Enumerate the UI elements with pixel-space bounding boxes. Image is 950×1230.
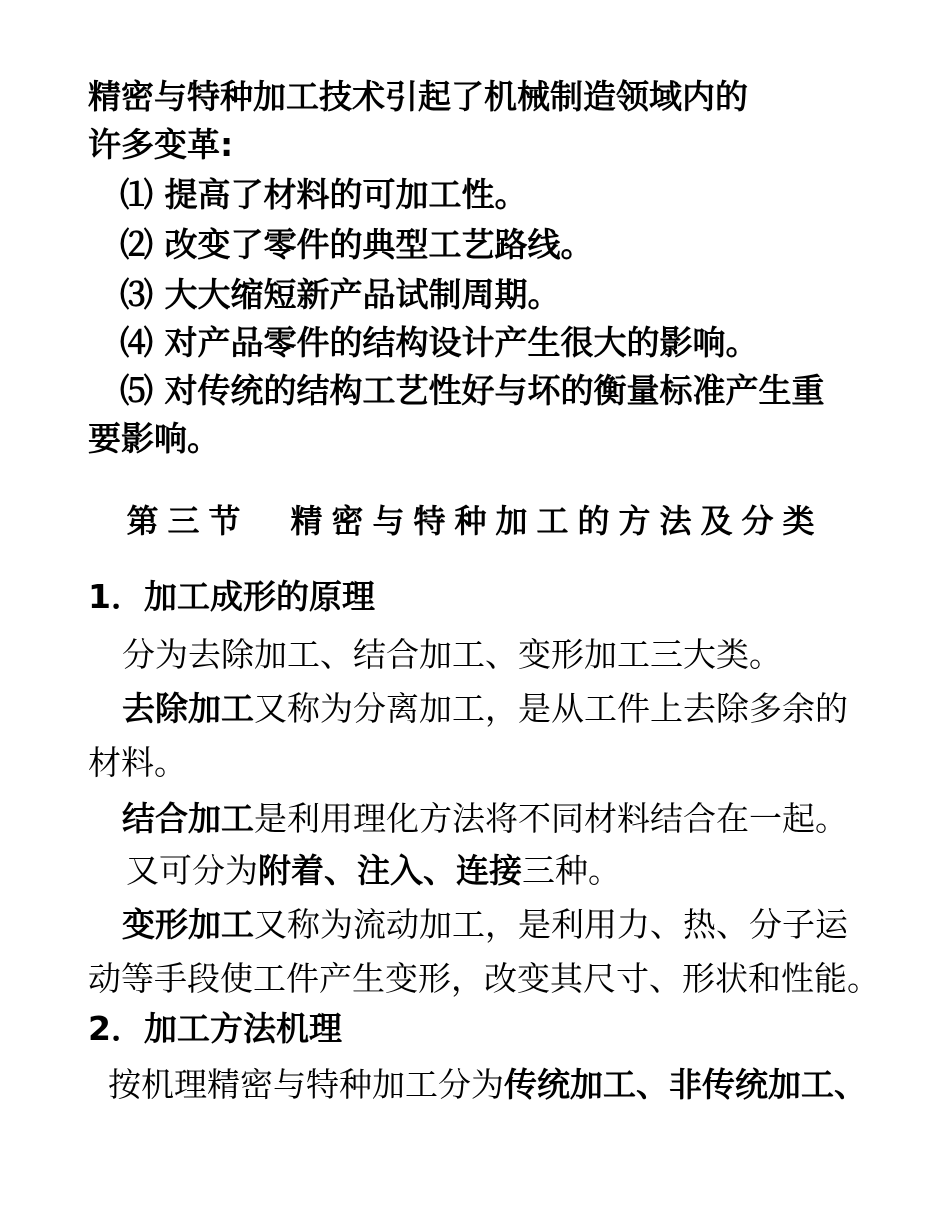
list-item-1: ⑴ 提高了材料的可加工性。 [120, 175, 528, 214]
deformation-processing-term: 变形加工 [122, 905, 254, 944]
removal-processing-continued: 材料。 [88, 743, 187, 782]
removal-processing-line [122, 688, 848, 730]
section-heading: 第三节 精密与特种加工的方法及分类 [126, 502, 824, 540]
combination-processing-line [122, 798, 848, 840]
deformation-processing-continued: 动等手段使工件产生变形，改变其尺寸、形状和性能。 [88, 959, 880, 998]
list-item-5-continued: 要影响。 [88, 419, 220, 458]
subtypes-terms: 附着、注入、连接 [258, 851, 522, 890]
mechanism-classification-line [108, 1064, 867, 1106]
intro-paragraph-line-1: 精密与特种加工技术引起了机械制造领域内的 [88, 77, 748, 116]
deformation-processing-line [122, 904, 848, 946]
intro-paragraph-line-2: 许多变革: [88, 125, 234, 164]
subtypes-prefix: 又可分为 [126, 851, 258, 890]
list-item-4: ⑷ 对产品零件的结构设计产生很大的影响。 [120, 323, 759, 362]
list-item-2: ⑵ 改变了零件的典型工艺路线。 [120, 225, 594, 264]
combination-processing-term: 结合加工 [122, 799, 254, 838]
classification-summary: 分为去除加工、结合加工、变形加工三大类。 [122, 635, 782, 674]
list-item-5: ⑸ 对传统的结构工艺性好与坏的衡量标准产生重 [120, 371, 825, 410]
list-item-3: ⑶ 大大缩短新产品试制周期。 [120, 275, 561, 314]
mechanism-prefix: 按机理精密与特种加工分为 [108, 1065, 504, 1104]
mechanism-terms: 传统加工、非传统加工、 [504, 1065, 867, 1104]
combination-processing-text: 是利用理化方法将不同材料结合在一起。 [254, 799, 848, 838]
subsection-1-title: 1．加工成形的原理 [88, 577, 375, 616]
deformation-processing-text: 又称为流动加工，是利用力、热、分子运 [254, 905, 848, 944]
combination-subtypes-line [126, 850, 621, 892]
removal-processing-text: 又称为分离加工，是从工件上去除多余的 [254, 689, 848, 728]
removal-processing-term: 去除加工 [122, 689, 254, 728]
subsection-2-title: 2．加工方法机理 [88, 1009, 342, 1048]
subtypes-suffix: 三种。 [522, 851, 621, 890]
